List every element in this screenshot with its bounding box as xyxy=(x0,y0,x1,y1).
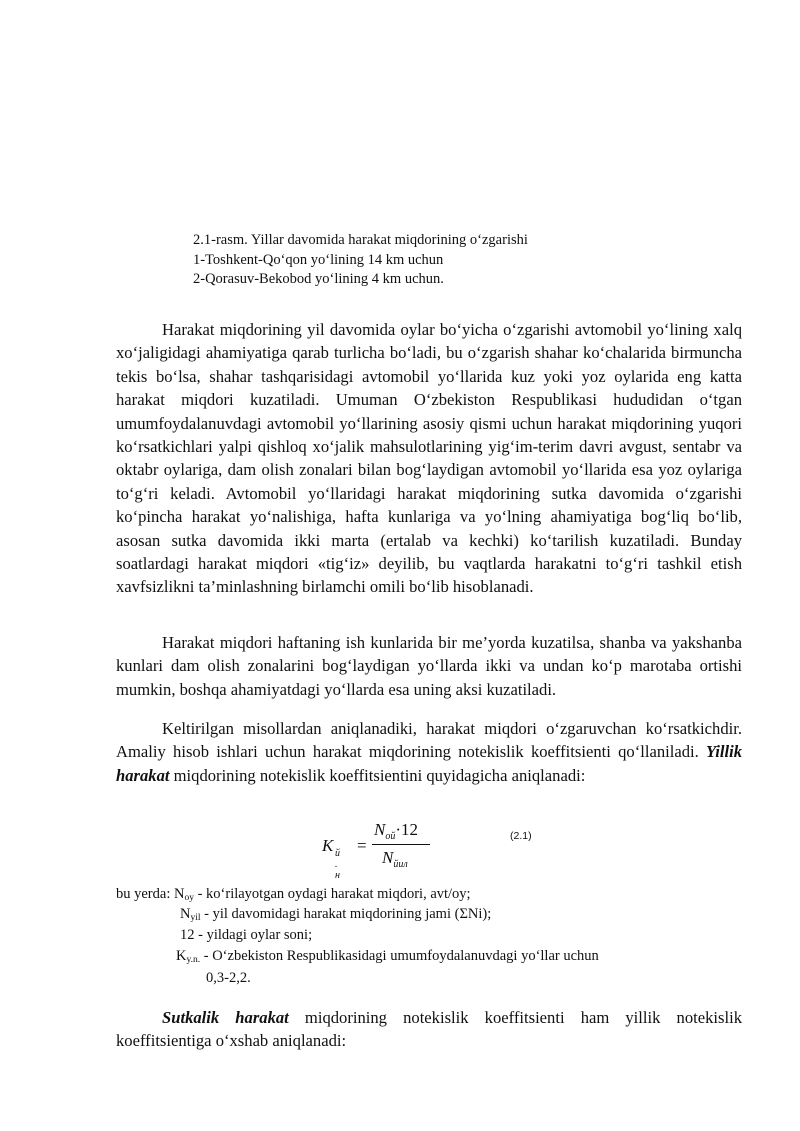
formula-equals: = xyxy=(357,836,367,855)
denominator-n: N xyxy=(382,848,394,867)
legend-k-text: - O‘zbekiston Respublikasidagi umumfoydalanuvdagi yo‘llar uchun xyxy=(200,948,599,964)
legend-k-yn xyxy=(176,946,599,970)
paragraph-yearly-coefficient xyxy=(116,717,742,787)
p5-text-after: miqdorining notekislik koeffitsienti ham yillik notekislik koeffitsientiga o‘xshab aniqlanadi: xyxy=(116,1008,743,1051)
caption-line-2: 2-Qorasuv-Bekobod yo‘lining 4 km uchun. xyxy=(193,271,444,287)
formula-denominator xyxy=(382,848,408,870)
paragraph-traffic-variation: Harakat miqdorining yil davomida oylar bo‘yicha o‘zgarishi avtomobil yo‘lining xalq xo‘jaligidagi ahamiyatiga qarab turlicha bo‘ladi, bu o‘zgarish shahar ko‘chalarida birmuncha tekis bo‘lsa, shahar tashqarisidagi avtomobil yo‘llarida kuz yoki yoz oylarida eng katta harakat miqdori kuzatiladi. Umuman O‘zbekiston Respublikasi hududidan o‘tgan umumfoydalanuvdagi avtomobil yo‘llarining asosiy qismi uchun harakat miqdorining yuqori ko‘rsatkichlari yalpi qishloq xo‘jalik mahsulotlarining yig‘im-terim davri avgust, sentabr va oktabr oylariga, dam olish zonalari bilan bog‘laydigan avtomobil yo‘llarida esa yoz oylariga to‘g‘ri keladi. Avtomobil yo‘llaridagi harakat miqdorining sutka davomida o‘zgarishi ko‘pincha harakat yo‘nalishiga, hafta kunlariga va yo‘lning ahamiyatiga bog‘liq bo‘lib, asosan sutka davomida ikki marta (ertalab va kechki) ko‘tarilish kuzatiladi. Bunday soatlardagi harakat miqdori «tig‘iz» deyilib, bu vaqtlarda harakatni to‘g‘ri tashkil etish xavfsizlikni ta’minlashning birlamchi omili bo‘lib hisoblanadi. xyxy=(116,320,742,597)
legend-12: 12 - yildagi oylar soni; xyxy=(180,927,313,943)
p3-text-before: Keltirilgan misollardan aniqlanadiki, harakat miqdori o‘zgaruvchan ko‘rsatkichdir. Amaliy hisob ishlari uchun harakat miqdorining notekislik koeffitsienti qo‘llaniladi. xyxy=(116,719,742,762)
p3-text-after: miqdorining notekislik koeffitsientini quyidagicha aniqlanadi: xyxy=(169,765,586,785)
numerator-rest: ·12 xyxy=(395,820,419,839)
legend-n-oy-text: - ko‘rilayotgan oydagi harakat miqdori, avt/oy; xyxy=(193,886,471,902)
legend-n-yil-text: - yil davomidagi harakat miqdorining jami (ΣNi); xyxy=(200,906,492,922)
legend-k-symbol: K xyxy=(176,948,187,964)
legend-n-oy-symbol: bu yerda: N xyxy=(116,886,185,902)
paragraph-weekday-variation: Harakat miqdori haftaning ish kunlarida bir me’yorda kuzatilsa, shanba va yakshanba kunlari dam olish zonalarini bog‘laydigan yo‘llarda ikki va undan ko‘p marotaba ortishi mumkin, boshqa ahamiyatdagi yo‘llarda esa uning aksi kuzatiladi. xyxy=(116,633,742,699)
p3-emphasis: Yillik harakat xyxy=(116,742,742,785)
paragraph-daily-coefficient xyxy=(116,1006,742,1053)
caption-line-1: 1-Toshkent-Qo‘qon yo‘lining 14 km uchun xyxy=(193,251,444,268)
formula-k: K xyxy=(322,836,334,855)
formula-numerator xyxy=(374,820,418,842)
p5-emphasis: Sutkalik harakat xyxy=(162,1008,289,1027)
denominator-subscript: йил xyxy=(393,859,408,870)
legend-n-yil-subscript: yil xyxy=(190,913,201,923)
numerator-subscript: ой xyxy=(385,831,396,842)
formula-number: (2.1) xyxy=(510,830,532,842)
formula-k-subscript: й . н xyxy=(335,848,340,881)
numerator-n: N xyxy=(374,820,386,839)
fraction-bar xyxy=(372,844,430,845)
caption-title: 2.1-rasm. Yillar davomida harakat miqdorining o‘zgarishi xyxy=(193,232,528,248)
legend-k-range: 0,3-2,2. xyxy=(206,970,251,986)
legend-n-yil-symbol: N xyxy=(180,906,191,922)
legend-n-oy-subscript: oy xyxy=(184,893,194,903)
figure-caption xyxy=(193,231,528,290)
legend-k-subscript: y.n. xyxy=(186,955,201,965)
